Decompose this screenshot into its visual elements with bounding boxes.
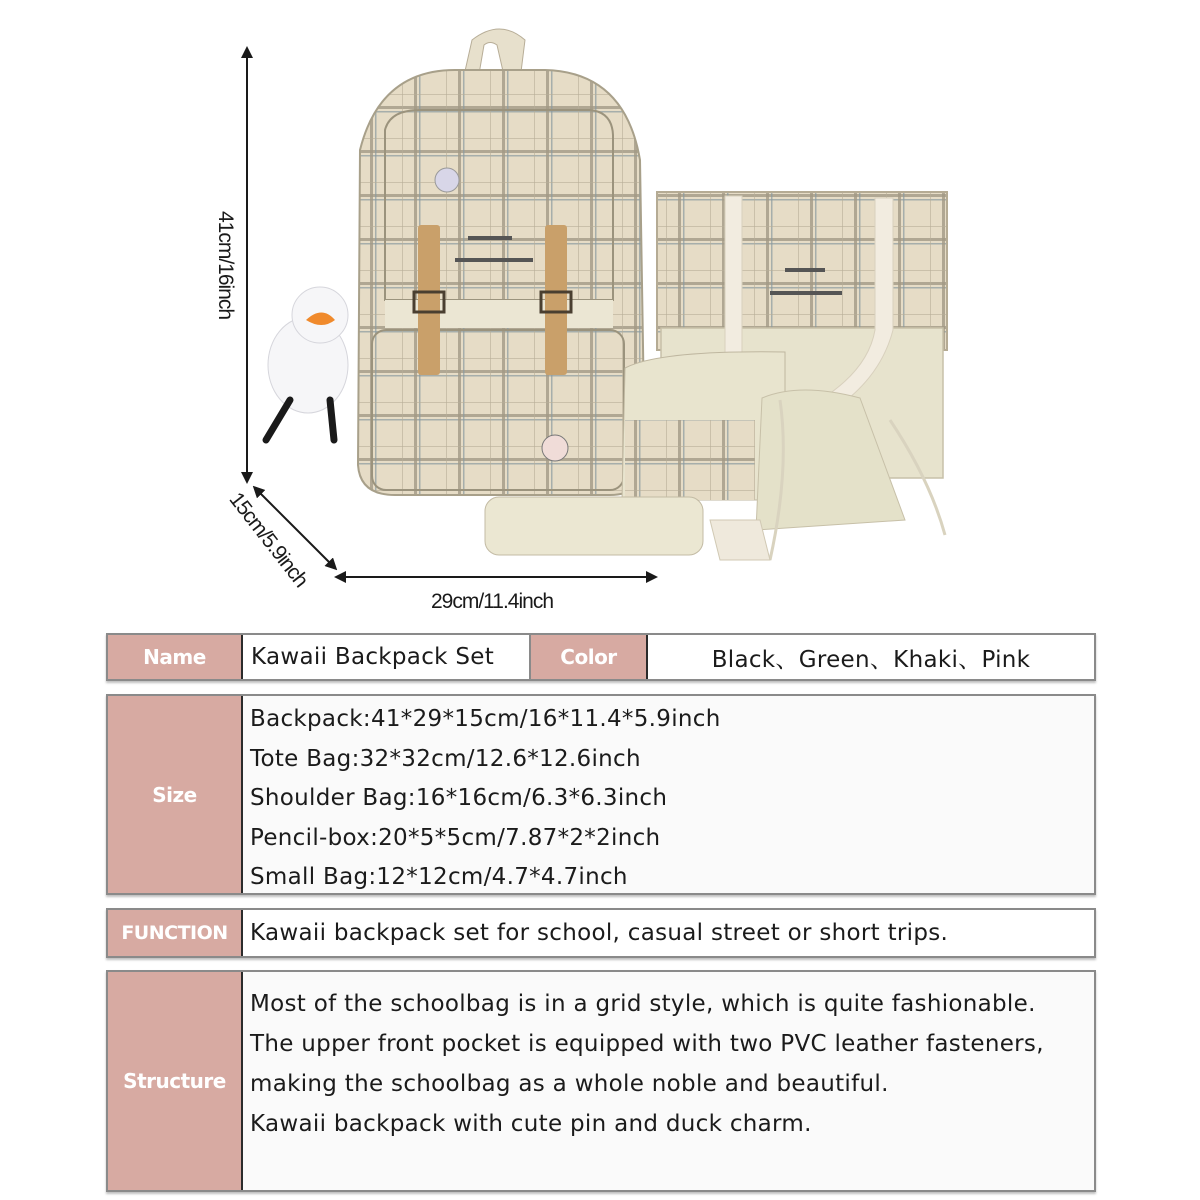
spec-row-size — [106, 694, 1096, 895]
structure-label: Structure — [108, 972, 243, 1190]
size-line-small-bag: Small Bag:12*12cm/4.7*4.7inch — [250, 864, 628, 890]
name-label: Name — [108, 635, 243, 679]
structure-value — [243, 972, 1094, 1190]
size-line-shoulder-bag: Shoulder Bag:16*16cm/6.3*6.3inch — [250, 785, 668, 811]
color-value: Black、Green、Khaki、Pink — [648, 635, 1094, 679]
color-label: Color — [531, 635, 648, 679]
spec-row-structure — [106, 970, 1096, 1192]
depth-dimension-label: 15cm/5.9inch — [224, 488, 313, 592]
size-values — [243, 696, 1094, 893]
spec-row-function — [106, 908, 1096, 958]
spec-row-name-color — [106, 633, 1096, 681]
backpack — [358, 29, 645, 495]
structure-paragraph: Kawaii backpack with cute pin and duck charm. — [250, 1111, 812, 1137]
size-label: Size — [108, 696, 243, 893]
width-dimension-label: 29cm/11.4inch — [430, 590, 554, 613]
size-line-tote-bag: Tote Bag:32*32cm/12.6*12.6inch — [250, 745, 641, 772]
name-value: Kawaii Backpack Set — [243, 635, 531, 679]
size-line-pencil-box: Pencil-box:20*5*5cm/7.87*2*2inch — [250, 824, 661, 851]
function-label: FUNCTION — [108, 910, 243, 956]
height-dimension-label: 41cm/16inch — [214, 210, 237, 320]
structure-paragraph: Most of the schoolbag is in a grid style, which is quite fashionable. The upper front pocket is equipped with two PVC leather fasteners, making the schoolbag as a whole noble and beautiful. — [250, 991, 1044, 1097]
function-value: Kawaii backpack set for school, casual street or short trips. — [243, 910, 1094, 956]
pencil-box — [485, 497, 770, 560]
size-line-backpack: Backpack:41*29*15cm/16*11.4*5.9inch — [250, 706, 721, 732]
duck-charm — [266, 287, 348, 440]
